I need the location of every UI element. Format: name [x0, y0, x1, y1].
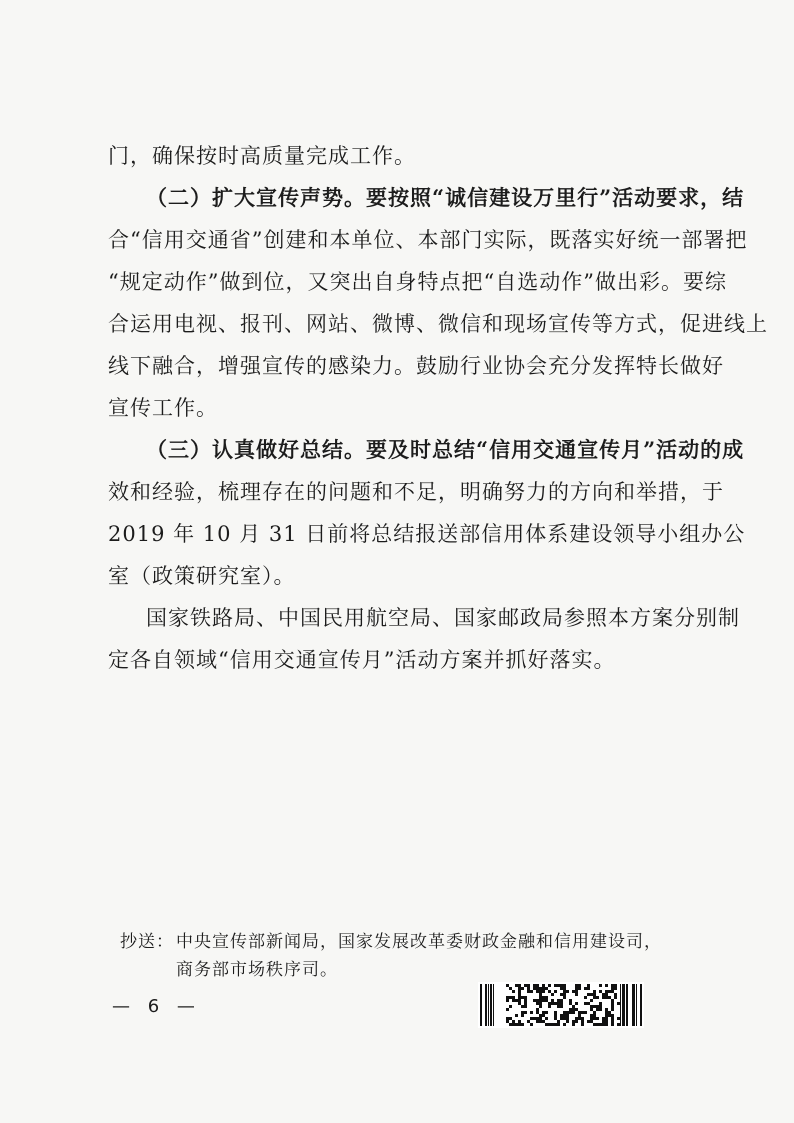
barcode-graphic — [478, 982, 644, 1028]
body-line-4: “规定动作”做到位，又突出自身特点把“自选动作”做出彩。要综 — [108, 270, 727, 294]
body-line-13: 定各自领域“信用交通宣传月”活动方案并抓好落实。 — [108, 648, 616, 672]
cc-block — [120, 928, 680, 984]
body-line-9: 效和经验，梳理存在的问题和不足，明确努力的方向和举措，于 — [108, 480, 724, 504]
cc-recipients-line1: 中央宣传部新闻局，国家发展改革委财政金融和信用建设司， — [176, 932, 662, 952]
body-line-1: 门，确保按时高质量完成工作。 — [108, 144, 416, 168]
body-line-11: 室（政策研究室）。 — [108, 564, 296, 588]
body-line-7: 宣传工作。 — [108, 396, 218, 420]
body-line-6: 线下融合，增强宣传的感染力。鼓励行业协会充分发挥特长做好 — [108, 354, 724, 378]
body-line-12: 国家铁路局、中国民用航空局、国家邮政局参照本方案分别制 — [146, 606, 740, 630]
page-number: — 6 — — [112, 996, 201, 1017]
body-line-2 — [146, 183, 745, 213]
cc-recipients-line2: 商务部市场秩序司。 — [176, 960, 338, 980]
body-line-5: 合运用电视、报刊、网站、微博、微信和现场宣传等方式，促进线上 — [108, 312, 768, 336]
section-heading-3: （三）认真做好总结。要及时总结“信用交通宣传月”活动的成 — [146, 437, 745, 462]
section-heading-2: （二）扩大宣传声势。要按照“诚信建设万里行”活动要求，结 — [146, 185, 745, 210]
body-line-8 — [146, 435, 745, 465]
document-barcode — [478, 982, 644, 1028]
cc-label: 抄送： — [120, 932, 174, 952]
body-line-10: 2019 年 10 月 31 日前将总结报送部信用体系建设领导小组办公 — [108, 522, 746, 546]
body-line-3: 合“信用交通省”创建和本单位、本部门实际，既落实好统一部署把 — [108, 228, 748, 252]
